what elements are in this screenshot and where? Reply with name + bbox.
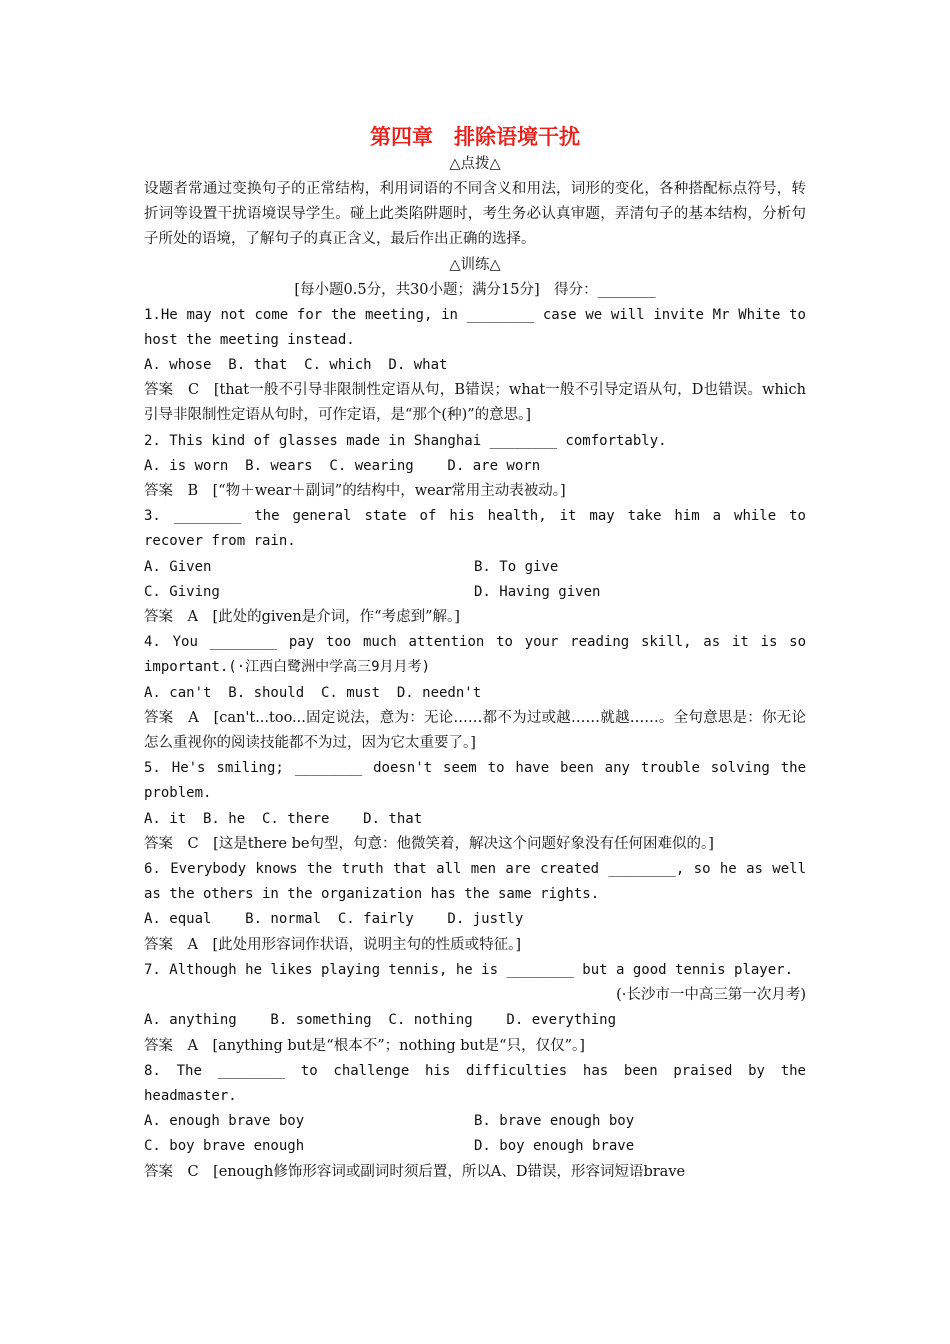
question-8-answer: 答案 C [enough修饰形容词或副词时须后置，所以A、D错误，形容词短语brave bbox=[144, 1163, 686, 1180]
question-7-answer: 答案 A [anything but是“根本不”；nothing but是“只，仅仅”。] bbox=[144, 1037, 585, 1054]
score-line: [每小题0.5分，共30小题；满分15分] 得分：________ bbox=[294, 281, 656, 298]
option-a: A. Given bbox=[144, 558, 212, 575]
question-2-stem: 2. This kind of glasses made in Shanghai ________ comfortably. bbox=[144, 432, 667, 449]
question-8-stem: 8. The ________ to challenge his difficulties has been praised by the headmaster. bbox=[144, 1062, 806, 1104]
question-4-answer: 答案 A [can't...too...固定说法，意为：无论……都不为过或越……就越……。全句意思是：你无论怎么重视你的阅读技能都不为过，因为它太重要了。] bbox=[144, 709, 806, 752]
question-6-answer: 答案 A [此处用形容词作状语，说明主句的性质或特征。] bbox=[144, 936, 522, 953]
question-7-source: (·长沙市一中高三第一次月考) bbox=[616, 987, 806, 1004]
question-5-answer: 答案 C [这是there be句型，句意：他微笑着，解决这个问题好象没有任何困难似的。] bbox=[144, 835, 714, 852]
option-d: D. boy enough brave bbox=[474, 1138, 635, 1155]
question-7-options: A. anything B. something C. nothing D. everything bbox=[144, 1012, 617, 1029]
option-a: A. enough brave boy bbox=[144, 1113, 305, 1130]
document-page bbox=[144, 122, 806, 1185]
question-4-stem: 4. You ________ pay too much attention to your reading skill, as it is so important.(·江西白鹭洲中学高三9月月考) bbox=[144, 634, 806, 676]
question-4-options: A. can't B. should C. must D. needn't bbox=[144, 684, 482, 701]
question-2-options: A. is worn B. wears C. wearing D. are worn bbox=[144, 457, 541, 474]
section-heading-practice: △训练△ bbox=[449, 256, 501, 273]
question-1-stem: 1.He may not come for the meeting, in ________ case we will invite Mr White to host the meeting instead. bbox=[144, 306, 806, 348]
question-2-answer: 答案 B [“物＋wear＋副词”的结构中，wear常用主动表被动。] bbox=[144, 483, 566, 500]
question-5-stem: 5. He's smiling; ________ doesn't seem to have been any trouble solving the problem. bbox=[144, 760, 806, 802]
option-b: B. brave enough boy bbox=[474, 1113, 635, 1130]
option-b: B. To give bbox=[474, 558, 559, 575]
option-c: C. Giving bbox=[144, 583, 220, 600]
question-8-options-row-1 bbox=[144, 1109, 806, 1134]
chapter-title: 第四章 排除语境干扰 bbox=[370, 125, 580, 149]
question-1-answer: 答案 C [that一般不引导非限制性定语从句，B错误；what一般不引导定语从句，D也错误。which引导非限制性定语从句时，可作定语，是“那个(种)”的意思。] bbox=[144, 382, 806, 424]
question-3-options-row-1 bbox=[144, 555, 806, 580]
question-7-stem: 7. Although he likes playing tennis, he is ________ but a good tennis player. bbox=[144, 961, 794, 978]
section-heading-tips: △点拨△ bbox=[449, 156, 501, 172]
question-3-stem: 3. ________ the general state of his health, it may take him a while to recover from rain. bbox=[144, 508, 806, 550]
question-5-options: A. it B. he C. there D. that bbox=[144, 810, 423, 827]
question-1-options: A. whose B. that C. which D. what bbox=[144, 357, 448, 374]
question-3-answer: 答案 A [此处的given是介词，作“考虑到”解。] bbox=[144, 609, 460, 626]
question-8-options-row-2 bbox=[144, 1134, 806, 1159]
question-6-options: A. equal B. normal C. fairly D. justly bbox=[144, 911, 524, 928]
option-c: C. boy brave enough bbox=[144, 1138, 305, 1155]
question-3-options-row-2 bbox=[144, 580, 806, 605]
question-6-stem: 6. Everybody knows the truth that all men are created ________, so he as well as the others in the organization has the same rights. bbox=[144, 861, 806, 903]
option-d: D. Having given bbox=[474, 583, 601, 600]
intro-paragraph: 设题者常通过变换句子的正常结构，利用词语的不同含义和用法，词形的变化，各种搭配标点符号，转折词等设置干扰语境误导学生。碰上此类陷阱题时，考生务必认真审题，弄清句子的基本结构，分析句子所处的语境，了解句子的真正含义，最后作出正确的选择。 bbox=[144, 181, 806, 248]
